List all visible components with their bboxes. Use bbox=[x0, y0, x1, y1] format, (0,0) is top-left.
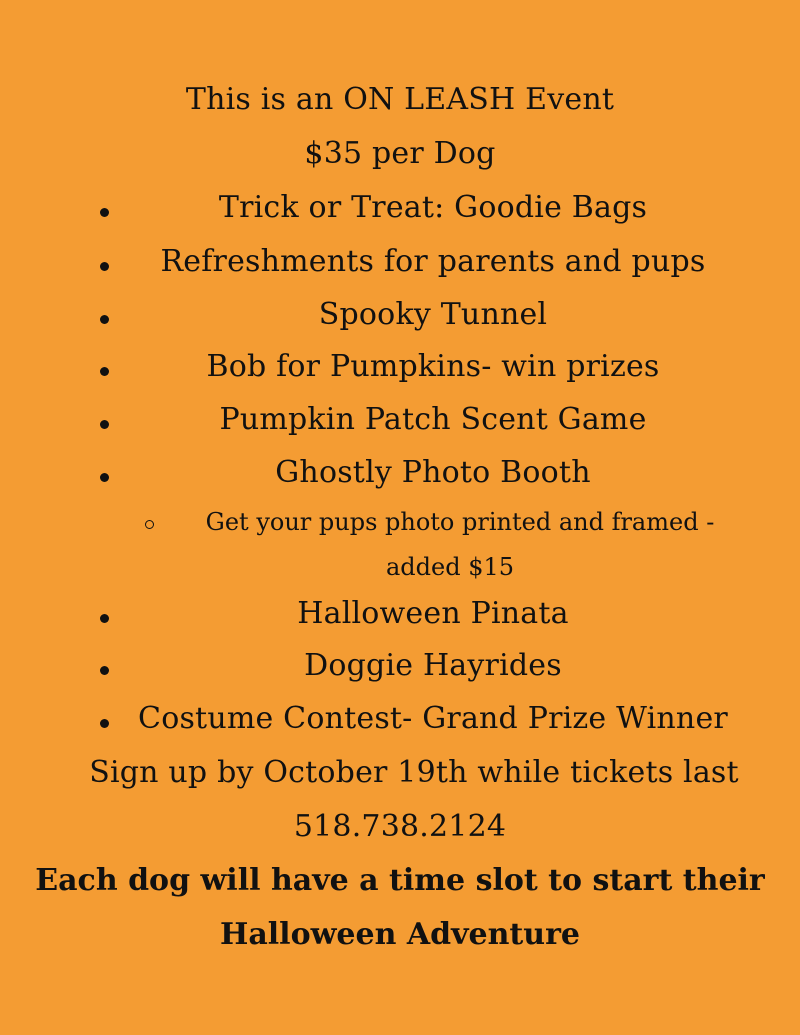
signup-text: Sign up by October 19th while tickets last bbox=[89, 755, 739, 790]
price-heading: $35 per Dog bbox=[304, 136, 496, 171]
event-type-heading: This is an ON LEASH Event bbox=[185, 82, 615, 117]
activity-item: Costume Contest- Grand Prize Winner bbox=[138, 701, 728, 736]
phone-number: 518.738.2124 bbox=[293, 809, 507, 844]
activity-item: Halloween Pinata bbox=[297, 596, 569, 631]
activity-item: Spooky Tunnel bbox=[318, 297, 548, 332]
bullet-icon bbox=[100, 315, 109, 324]
bullet-icon bbox=[100, 208, 109, 217]
activity-item: Doggie Hayrides bbox=[304, 648, 562, 683]
bullet-icon bbox=[100, 614, 109, 623]
activity-item: Ghostly Photo Booth bbox=[275, 455, 591, 490]
bullet-icon bbox=[100, 420, 109, 429]
bullet-icon bbox=[100, 719, 109, 728]
activity-item: Refreshments for parents and pups bbox=[160, 244, 706, 279]
activity-item: Pumpkin Patch Scent Game bbox=[219, 402, 647, 437]
bullet-icon bbox=[100, 666, 109, 675]
bullet-icon bbox=[100, 367, 109, 376]
time-slot-note-line1: Each dog will have a time slot to start their bbox=[35, 863, 765, 898]
bullet-icon bbox=[100, 473, 109, 482]
activity-item: Bob for Pumpkins- win prizes bbox=[206, 349, 660, 384]
sub-item-line2: added $15 bbox=[385, 553, 515, 581]
bullet-icon bbox=[100, 262, 109, 271]
activity-item: Trick or Treat: Goodie Bags bbox=[218, 190, 648, 225]
sub-item-line1: Get your pups photo printed and framed - bbox=[205, 508, 715, 536]
sub-bullet-icon bbox=[145, 520, 154, 529]
time-slot-note-line2: Halloween Adventure bbox=[220, 917, 580, 952]
